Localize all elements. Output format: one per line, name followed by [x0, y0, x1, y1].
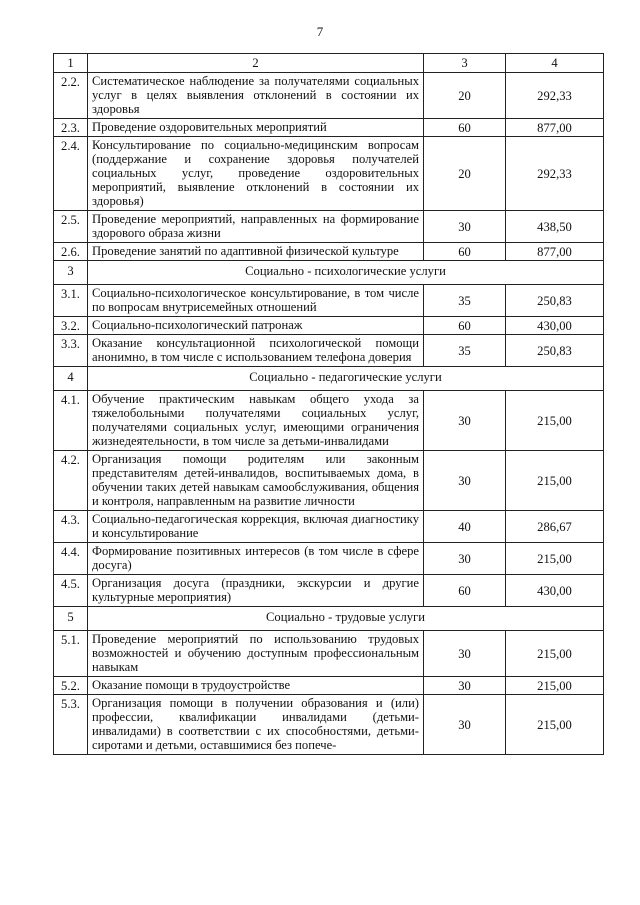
service-quantity: 30	[424, 677, 506, 695]
service-description: Консультирование по социально-медицинским вопросам (поддержание и сохранение здоровья получателей социальных услуг, проведение оздоровительных мероприятий, выявление отклонений в состоянии их здоровья)	[88, 137, 424, 211]
service-description: Обучение практическим навыкам общего ухода за тяжелобольными получателями социальных услуг, получателями социальных услуг, имеющими ограничения жизнедеятельности, в том числе за детьми-инвалидами	[88, 391, 424, 451]
table-row	[54, 511, 604, 543]
section-number: 3	[54, 261, 88, 285]
service-price: 215,00	[506, 631, 604, 677]
service-quantity: 30	[424, 543, 506, 575]
table-row	[54, 317, 604, 335]
service-description: Проведение оздоровительных мероприятий	[88, 119, 424, 137]
row-number: 3.1.	[54, 285, 88, 317]
service-quantity: 30	[424, 695, 506, 755]
table-row	[54, 543, 604, 575]
service-description: Проведение мероприятий по использованию трудовых возможностей и обучению доступным профессиональным навыкам	[88, 631, 424, 677]
service-price: 430,00	[506, 575, 604, 607]
header-col-4: 4	[506, 54, 604, 73]
service-price: 292,33	[506, 73, 604, 119]
row-number: 5.1.	[54, 631, 88, 677]
row-number: 2.4.	[54, 137, 88, 211]
section-number: 5	[54, 607, 88, 631]
header-col-2: 2	[88, 54, 424, 73]
services-table-body	[54, 54, 604, 755]
service-description: Проведение занятий по адаптивной физической культуре	[88, 243, 424, 261]
service-quantity: 60	[424, 243, 506, 261]
service-price: 215,00	[506, 677, 604, 695]
service-description: Систематическое наблюдение за получателями социальных услуг в целях выявления отклонений в состоянии их здоровья	[88, 73, 424, 119]
service-price: 292,33	[506, 137, 604, 211]
row-number: 4.5.	[54, 575, 88, 607]
table-row	[54, 575, 604, 607]
table-row	[54, 335, 604, 367]
service-price: 250,83	[506, 285, 604, 317]
service-price: 215,00	[506, 391, 604, 451]
row-number: 4.2.	[54, 451, 88, 511]
row-number: 3.2.	[54, 317, 88, 335]
table-row	[54, 285, 604, 317]
header-col-1: 1	[54, 54, 88, 73]
page-number: 7	[316, 24, 324, 39]
table-row	[54, 211, 604, 243]
row-number: 5.3.	[54, 695, 88, 755]
table-row	[54, 73, 604, 119]
header-col-3: 3	[424, 54, 506, 73]
service-description: Организация помощи родителям или законным представителям детей-инвалидов, воспитываемых дома, в обучении таких детей навыкам самообслуживания, общения и контроля, направленным на развитие личности	[88, 451, 424, 511]
row-number: 4.4.	[54, 543, 88, 575]
service-price: 877,00	[506, 243, 604, 261]
service-price: 877,00	[506, 119, 604, 137]
service-quantity: 30	[424, 451, 506, 511]
table-row	[54, 137, 604, 211]
service-description: Оказание консультационной психологической помощи анонимно, в том числе с использованием телефона доверия	[88, 335, 424, 367]
row-number: 4.3.	[54, 511, 88, 543]
row-number: 4.1.	[54, 391, 88, 451]
table-row	[54, 677, 604, 695]
service-quantity: 30	[424, 631, 506, 677]
service-quantity: 60	[424, 317, 506, 335]
service-description: Оказание помощи в трудоустройстве	[88, 677, 424, 695]
table-row	[54, 243, 604, 261]
service-quantity: 60	[424, 575, 506, 607]
section-number: 4	[54, 367, 88, 391]
row-number: 2.2.	[54, 73, 88, 119]
service-quantity: 30	[424, 391, 506, 451]
service-description: Социально-психологическое консультирование, в том числе по вопросам внутрисемейных отношений	[88, 285, 424, 317]
table-row	[54, 391, 604, 451]
service-description: Проведение мероприятий, направленных на формирование здорового образа жизни	[88, 211, 424, 243]
table-header-row	[54, 54, 604, 73]
service-price: 430,00	[506, 317, 604, 335]
service-quantity: 35	[424, 335, 506, 367]
table-row	[54, 695, 604, 755]
service-description: Организация помощи в получении образования и (или) профессии, квалификации инвалидами (детьми-инвалидами) в соответствии с их способностями, детьми-сиротами и детьми, оставшимися без попече-	[88, 695, 424, 755]
service-price: 250,83	[506, 335, 604, 367]
section-title: Социально - психологические услуги	[88, 261, 604, 285]
service-description: Формирование позитивных интересов (в том числе в сфере досуга)	[88, 543, 424, 575]
service-price: 215,00	[506, 543, 604, 575]
row-number: 3.3.	[54, 335, 88, 367]
service-quantity: 60	[424, 119, 506, 137]
service-quantity: 30	[424, 211, 506, 243]
section-row	[54, 367, 604, 391]
row-number: 5.2.	[54, 677, 88, 695]
table-row	[54, 451, 604, 511]
row-number: 2.3.	[54, 119, 88, 137]
services-table	[53, 53, 604, 755]
service-price: 286,67	[506, 511, 604, 543]
section-title: Социально - трудовые услуги	[88, 607, 604, 631]
table-row	[54, 631, 604, 677]
section-row	[54, 261, 604, 285]
service-description: Организация досуга (праздники, экскурсии и другие культурные мероприятия)	[88, 575, 424, 607]
service-quantity: 40	[424, 511, 506, 543]
section-title: Социально - педагогические услуги	[88, 367, 604, 391]
service-description: Социально-педагогическая коррекция, включая диагностику и консультирование	[88, 511, 424, 543]
row-number: 2.6.	[54, 243, 88, 261]
service-quantity: 20	[424, 73, 506, 119]
service-quantity: 35	[424, 285, 506, 317]
service-price: 215,00	[506, 695, 604, 755]
row-number: 2.5.	[54, 211, 88, 243]
table-row	[54, 119, 604, 137]
service-description: Социально-психологический патронаж	[88, 317, 424, 335]
service-price: 215,00	[506, 451, 604, 511]
section-row	[54, 607, 604, 631]
service-price: 438,50	[506, 211, 604, 243]
service-quantity: 20	[424, 137, 506, 211]
